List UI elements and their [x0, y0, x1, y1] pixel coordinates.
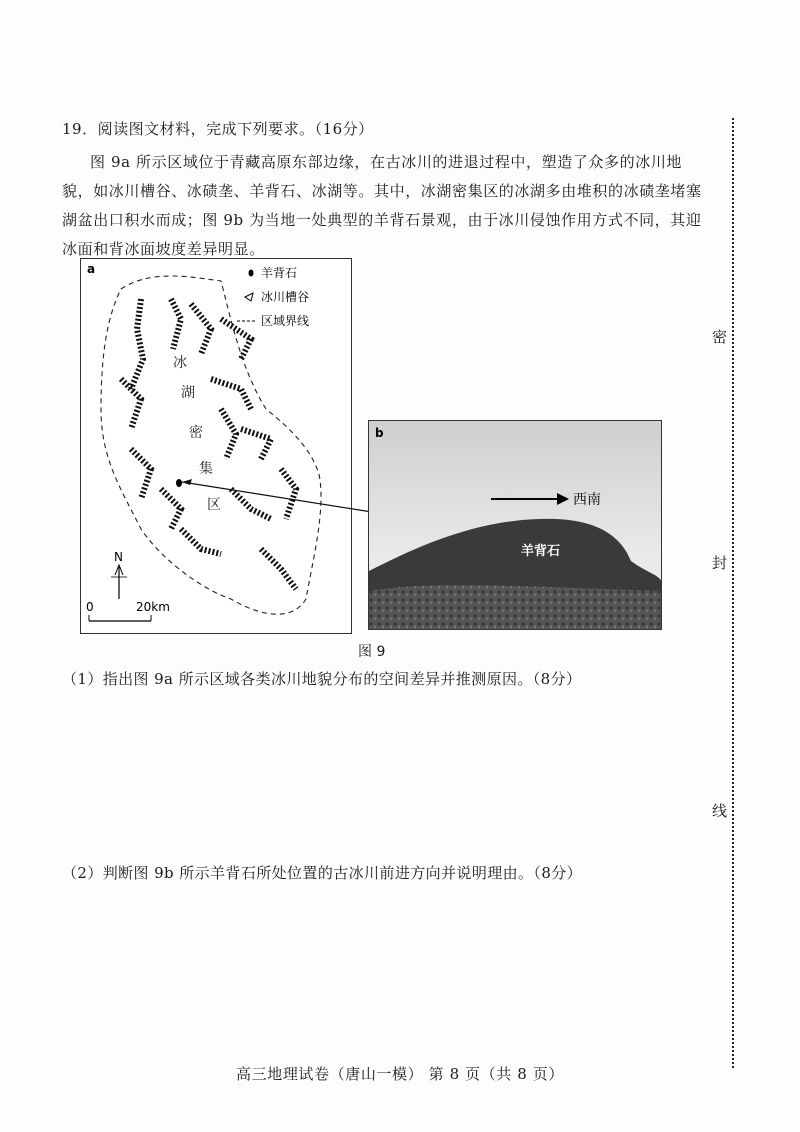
page-footer: 高三地理试卷（唐山一模） 第 8 页（共 8 页） — [236, 1065, 564, 1083]
question-paragraph: 图 9a 所示区域位于青藏高原东部边缘，在古冰川的进退过程中，塑造了众多的冰川地貌，如冰川槽谷、冰碛垄、羊背石、冰湖等。其中，冰湖密集区的冰湖多由堆积的冰碛垄堵塞湖盆出口积水而成；图 9b 为当地一处典型的羊背石景观，由于冰川侵蚀作用方式不同，其迎冰面和背冰面坡度差异明显。 — [62, 153, 702, 258]
seal-char-1: 密 — [712, 322, 727, 351]
seal-dotted-line — [732, 118, 734, 1068]
map-text-4: 集 — [199, 461, 213, 477]
panel-b-label: b — [375, 426, 384, 440]
map-text-1: 冰 — [173, 355, 187, 371]
map-text-3: 密 — [189, 425, 203, 441]
seal-char-2: 封 — [712, 548, 727, 577]
panel-a-label: a — [87, 262, 96, 276]
foreground-rocks — [369, 585, 661, 629]
photo-label: 羊背石 — [521, 544, 561, 559]
figure-caption: 图 9 — [358, 644, 386, 660]
legend-roche: 羊背石 — [261, 266, 298, 280]
svg-text:N: N — [114, 550, 123, 564]
legend-boundary: 区域界线 — [261, 314, 310, 328]
subquestion-1: （1）指出图 9a 所示区域各类冰川地貌分布的空间差异并推测原因。（8分） — [62, 670, 582, 688]
svg-text:0: 0 — [86, 600, 94, 614]
map-text-5: 区 — [207, 497, 221, 513]
subquestion-2: （2）判断图 9b 所示羊背石所处位置的古冰川前进方向并说明理由。（8分） — [62, 864, 583, 882]
svg-text:20km: 20km — [136, 600, 170, 614]
legend-trough: 冰川槽谷 — [261, 290, 310, 304]
figure-9b-photo — [368, 420, 662, 630]
question-title: 19．阅读图文材料，完成下列要求。（16分） — [62, 120, 374, 138]
seal-char-3: 线 — [712, 796, 727, 825]
direction-label: 西南 — [573, 492, 601, 508]
map-text-2: 湖 — [181, 385, 195, 401]
